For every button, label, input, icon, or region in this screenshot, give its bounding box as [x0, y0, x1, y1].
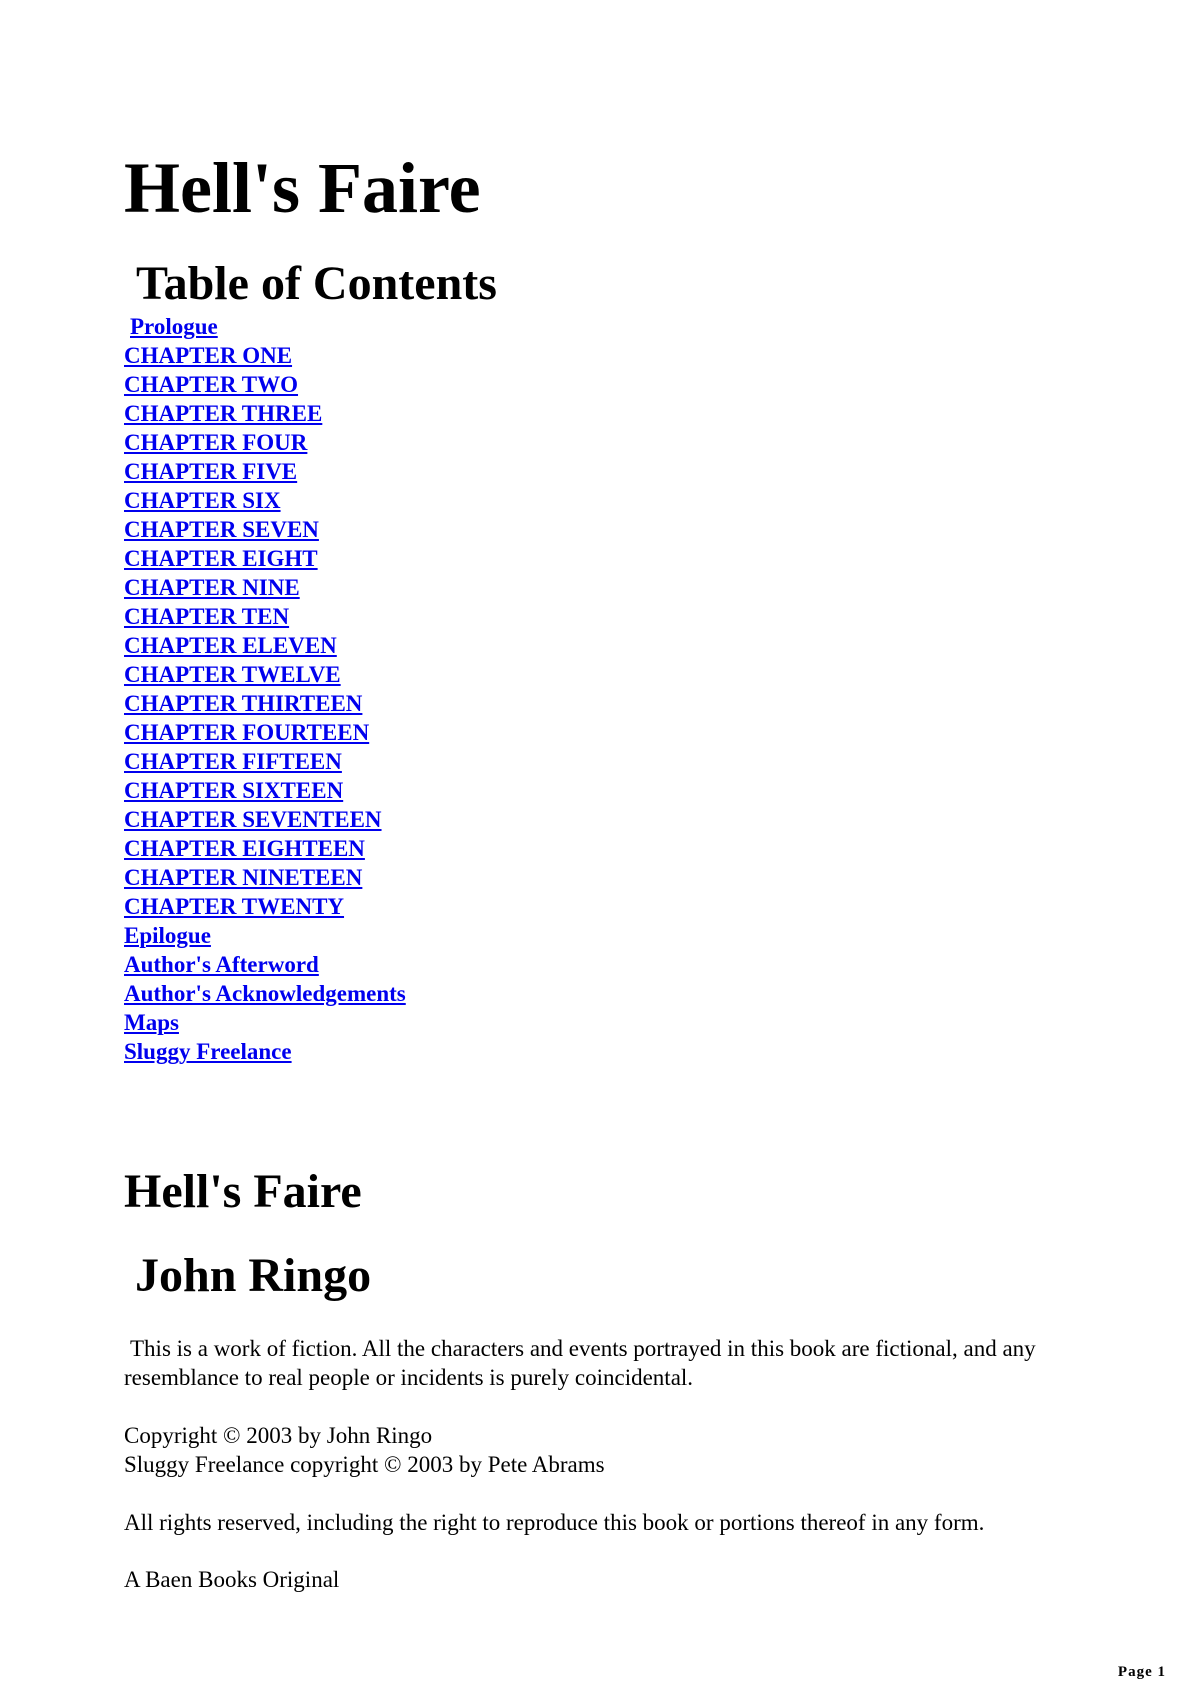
toc-link-chapter-ten[interactable]: CHAPTER TEN: [124, 604, 290, 629]
toc-item: [124, 979, 406, 1008]
toc-item: [124, 805, 406, 834]
toc-link-chapter-eight[interactable]: CHAPTER EIGHT: [124, 546, 318, 571]
toc-link-author-s-acknowledgements[interactable]: Author's Acknowledgements: [124, 981, 406, 1006]
toc-link-chapter-two[interactable]: CHAPTER TWO: [124, 372, 299, 397]
table-of-contents: [124, 312, 406, 1066]
toc-link-chapter-sixteen[interactable]: CHAPTER SIXTEEN: [124, 778, 344, 803]
toc-link-chapter-four[interactable]: CHAPTER FOUR: [124, 430, 308, 455]
toc-item: [124, 341, 406, 370]
toc-item: [124, 312, 406, 341]
toc-link-maps[interactable]: Maps: [124, 1010, 179, 1035]
toc-link-chapter-one[interactable]: CHAPTER ONE: [124, 343, 293, 368]
toc-item: [124, 718, 406, 747]
toc-link-chapter-nine[interactable]: CHAPTER NINE: [124, 575, 300, 600]
toc-link-author-s-afterword[interactable]: Author's Afterword: [124, 952, 319, 977]
toc-item: [124, 776, 406, 805]
toc-item: [124, 1037, 406, 1066]
copyright-block: [124, 1421, 1084, 1479]
toc-item: [124, 1008, 406, 1037]
toc-item: [124, 573, 406, 602]
toc-item: [124, 544, 406, 573]
book-title: Hell's Faire: [124, 148, 481, 228]
toc-link-sluggy-freelance[interactable]: Sluggy Freelance: [124, 1039, 292, 1064]
front-matter-title: Hell's Faire: [124, 1165, 362, 1218]
toc-item: [124, 660, 406, 689]
toc-item: [124, 747, 406, 776]
toc-item: [124, 950, 406, 979]
fiction-disclaimer: This is a work of fiction. All the characters and events portrayed in this book are fictional, and any resemblance to real people or incidents is purely coincidental.: [124, 1336, 1036, 1390]
toc-link-chapter-five[interactable]: CHAPTER FIVE: [124, 459, 298, 484]
toc-link-chapter-twenty[interactable]: CHAPTER TWENTY: [124, 894, 345, 919]
publisher-line: A Baen Books Original: [124, 1567, 340, 1592]
toc-link-chapter-eleven[interactable]: CHAPTER ELEVEN: [124, 633, 337, 658]
toc-item: [124, 921, 406, 950]
author-name: John Ringo: [135, 1249, 372, 1302]
toc-link-chapter-six[interactable]: CHAPTER SIX: [124, 488, 281, 513]
toc-link-chapter-three[interactable]: CHAPTER THREE: [124, 401, 323, 426]
toc-item: [124, 399, 406, 428]
toc-link-chapter-seven[interactable]: CHAPTER SEVEN: [124, 517, 319, 542]
toc-item: [124, 892, 406, 921]
toc-item: [124, 370, 406, 399]
toc-heading: Table of Contents: [136, 257, 497, 310]
rights-statement: All rights reserved, including the right to reproduce this book or portions thereof in any form.: [124, 1510, 985, 1535]
toc-item: [124, 863, 406, 892]
toc-link-chapter-nineteen[interactable]: CHAPTER NINETEEN: [124, 865, 363, 890]
toc-item: [124, 428, 406, 457]
toc-item: [124, 515, 406, 544]
toc-link-chapter-eighteen[interactable]: CHAPTER EIGHTEEN: [124, 836, 365, 861]
toc-item: [124, 834, 406, 863]
toc-item: [124, 631, 406, 660]
toc-link-chapter-seventeen[interactable]: CHAPTER SEVENTEEN: [124, 807, 382, 832]
toc-item: [124, 602, 406, 631]
toc-link-prologue[interactable]: Prologue: [130, 314, 218, 339]
toc-link-chapter-fifteen[interactable]: CHAPTER FIFTEEN: [124, 749, 342, 774]
toc-link-chapter-twelve[interactable]: CHAPTER TWELVE: [124, 662, 341, 687]
toc-item: [124, 486, 406, 515]
copyright-line: Copyright © 2003 by John Ringo: [124, 1423, 433, 1448]
toc-item: [124, 457, 406, 486]
copyright-line: Sluggy Freelance copyright © 2003 by Pete Abrams: [124, 1452, 605, 1477]
toc-item: [124, 689, 406, 718]
toc-link-chapter-thirteen[interactable]: CHAPTER THIRTEEN: [124, 691, 363, 716]
toc-link-chapter-fourteen[interactable]: CHAPTER FOURTEEN: [124, 720, 370, 745]
page-number: Page 1: [1117, 1664, 1166, 1680]
toc-link-epilogue[interactable]: Epilogue: [124, 923, 211, 948]
